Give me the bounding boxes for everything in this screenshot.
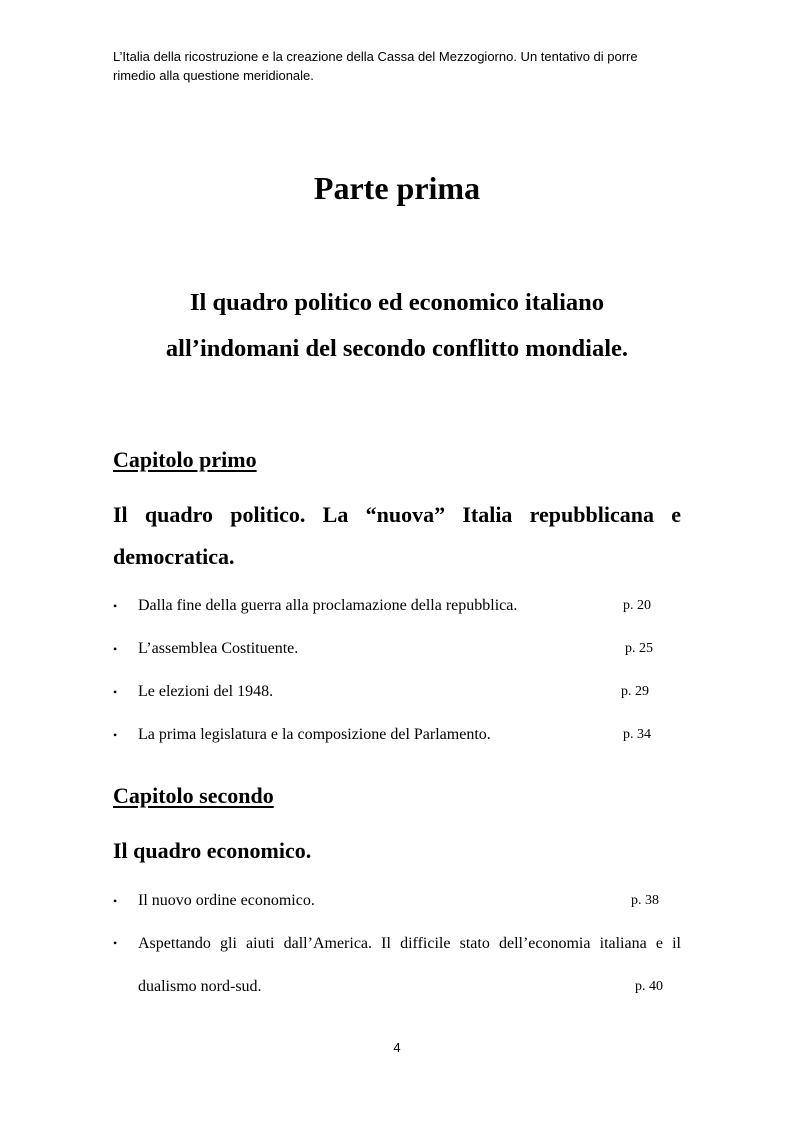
toc-item [113,594,683,618]
toc-item [113,889,683,913]
toc-item-page: p. 38 [631,893,659,908]
part-subtitle-line-1: Il quadro politico ed economico italiano [189,289,605,316]
part-subtitle-line-2: all’indomani del secondo conflitto mondiale. [165,335,629,362]
toc-item-text: L’assemblea Costituente. [138,640,299,657]
toc-item [113,680,683,704]
bullet-icon: • [113,642,118,656]
toc-item [113,637,683,661]
chapter-2-title: Il quadro economico. [113,838,312,863]
toc-item-page: p. 34 [623,727,651,742]
chapter-1-heading: Capitolo primo [113,447,257,472]
part-title: Parte prima [313,170,481,206]
toc-item-page: p. 29 [621,684,649,699]
chapter-1-title: Il quadro politico. La “nuova” Italia repubblicana e democratica. [113,502,681,569]
bullet-icon: • [113,936,118,950]
toc-item-text: La prima legislatura e la composizione del Parlamento. [138,726,491,743]
toc-item-page: p. 25 [625,641,653,656]
bullet-icon: • [113,728,118,742]
toc-item-text: Le elezioni del 1948. [138,683,274,700]
toc-item [113,723,683,747]
bullet-icon: • [113,685,118,699]
running-header: L’Italia della ricostruzione e la creazione della Cassa del Mezzogiorno. Un tentativo di porre rimedio alla questione meridionale. [113,49,638,83]
toc-item-text: Il nuovo ordine economico. [138,892,315,909]
toc-item-page: p. 40 [635,979,663,994]
bullet-icon: • [113,894,118,908]
toc-item [113,922,683,1008]
part-subtitle [0,280,794,372]
page-number: 4 [393,1040,401,1055]
toc-item-page: p. 20 [623,598,651,613]
bullet-icon: • [113,599,118,613]
toc-item-text: Aspettando gli aiuti dall’America. Il difficile stato dell’economia italiana e il dualismo nord-sud. [138,935,681,995]
chapter-2-heading: Capitolo secondo [113,783,274,808]
toc-item-text: Dalla fine della guerra alla proclamazione della repubblica. [138,597,518,614]
